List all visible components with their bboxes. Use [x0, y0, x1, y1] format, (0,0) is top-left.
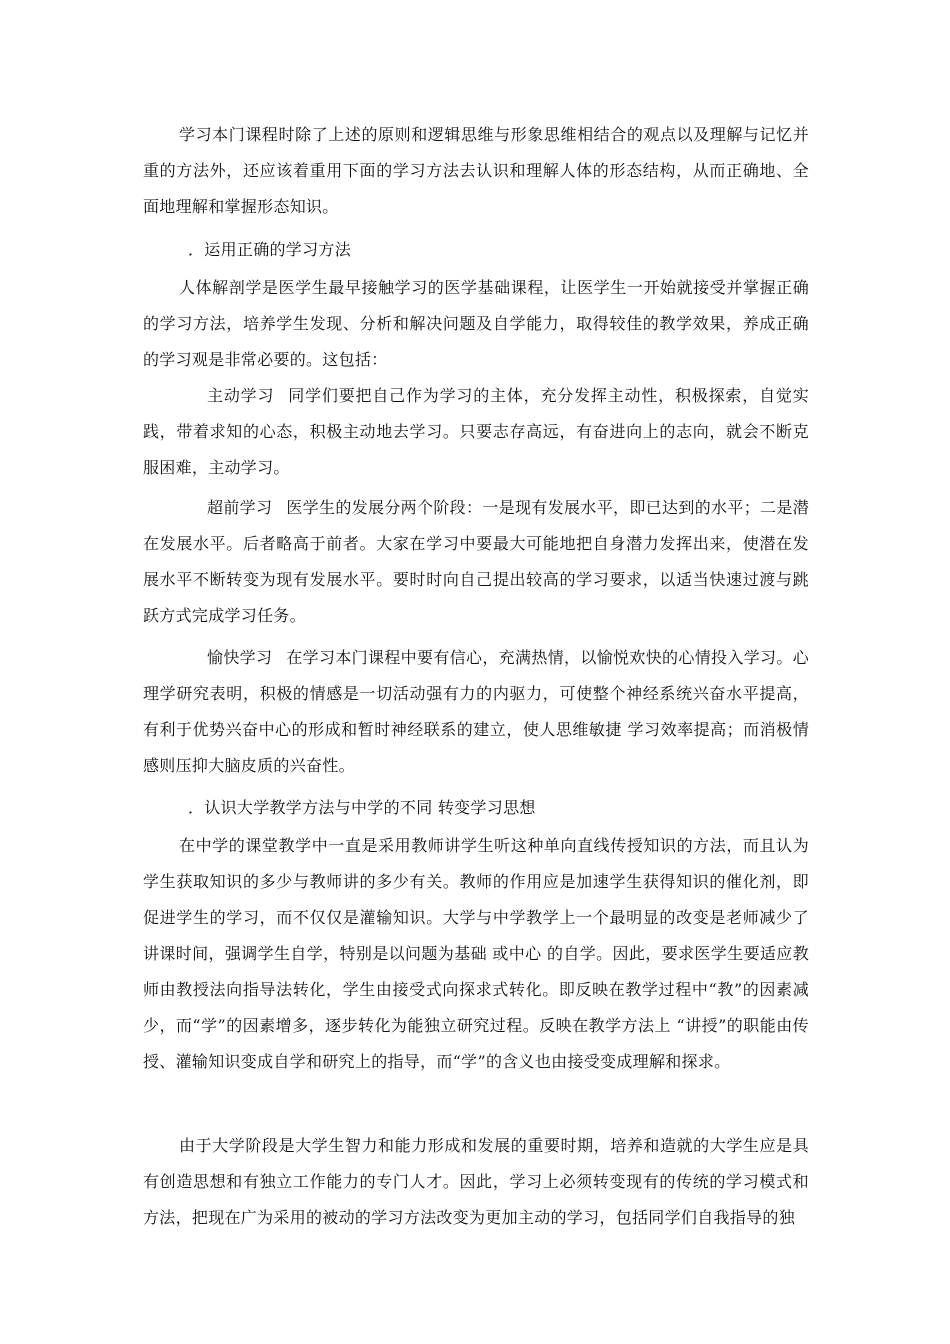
subsection-active-learning: [143, 378, 809, 486]
paragraph-anatomy-course: 人体解剖学是医学生最早接触学习的医学基础课程，让医学生一开始就接受并掌握正确的学习方法，培养学生发现、分析和解决问题及自学能力，取得较佳的教学效果，养成正确的学习观是非常必要的。这包括：: [143, 278, 809, 369]
paragraph-teaching-methods: 在中学的课堂教学中一直是采用教师讲学生听这种单向直线传授知识的方法，而且认为学生获取知识的多少与教师讲的多少有关。教师的作用应是加速学生获得知识的催化剂，即促进学生的学习，而不仅仅是灌输知识。大学与中学教学上一个最明显的改变是老师减少了讲课时间，强调学生自学，特别是以问题为基础 或中心 的自学。因此，要求医学生要适应教师由教授法向指导法转化，学生由接受式向探求式转化。即反映在教学过程中“教”的因素减少，而“学”的因素增多，逐步转化为能独立研究过程。反映在教学方法上 “讲授”的职能由传授、灌输知识变成自学和研究上的指导，而“学”的含义也由接受变成理解和探求。: [143, 836, 809, 1071]
subsection-happy-learning: [143, 640, 809, 784]
subsection-text-happy: 在学习本门课程中要有信心，充满热情，以愉悦欢快的心情投入学习。心理学研究表明，积极的情感是一切活动强有力的内驱力，可使整个神经系统兴奋水平提高，有利于优势兴奋中心的形成和暂时神经联系的建立，使人思维敏捷 学习效率提高；而消极情感则压抑大脑皮质的兴奋性。: [143, 648, 809, 775]
subsection-text-advance: 医学生的发展分两个阶段：一是现有发展水平，即已达到的水平；二是潜在发展水平。后者略高于前者。大家在学习中要最大可能地把自身潜力发挥出来，使潜在发展水平不断转变为现有发展水平。要时时向自己提出较高的学习要求，以适当快速过渡与跳跃方式完成学习任务。: [143, 498, 809, 625]
subsection-title-happy: 愉快学习: [207, 648, 273, 667]
subsection-title-active: 主动学习: [207, 386, 275, 405]
heading-university-vs-middle-school: ．认识大学教学方法与中学的不同 转变学习思想: [188, 798, 536, 817]
subsection-advance-learning: [143, 490, 809, 634]
subsection-title-advance: 超前学习: [207, 498, 273, 517]
subsection-text-active: 同学们要把自己作为学习的主体，充分发挥主动性，积极探索，自觉实践，带着求知的心态，积极主动地去学习。只要志存高远，有奋进向上的志向，就会不断克服困难，主动学习。: [143, 386, 809, 477]
paragraph-university-stage: 由于大学阶段是大学生智力和能力形成和发展的重要时期，培养和造就的大学生应是具有创造思想和有独立工作能力的专门人才。因此，学习上必须转变现有的传统的学习模式和方法，把现在广为采用的被动的学习方法改变为更加主动的学习，包括同学们自我指导的独: [143, 1136, 809, 1227]
paragraph-intro: 学习本门课程时除了上述的原则和逻辑思维与形象思维相结合的观点以及理解与记忆并重的方法外，还应该着重用下面的学习方法去认识和理解人体的形态结构，从而正确地、全面地理解和掌握形态知识。: [143, 125, 809, 216]
heading-correct-study-method: ．运用正确的学习方法: [188, 240, 352, 259]
